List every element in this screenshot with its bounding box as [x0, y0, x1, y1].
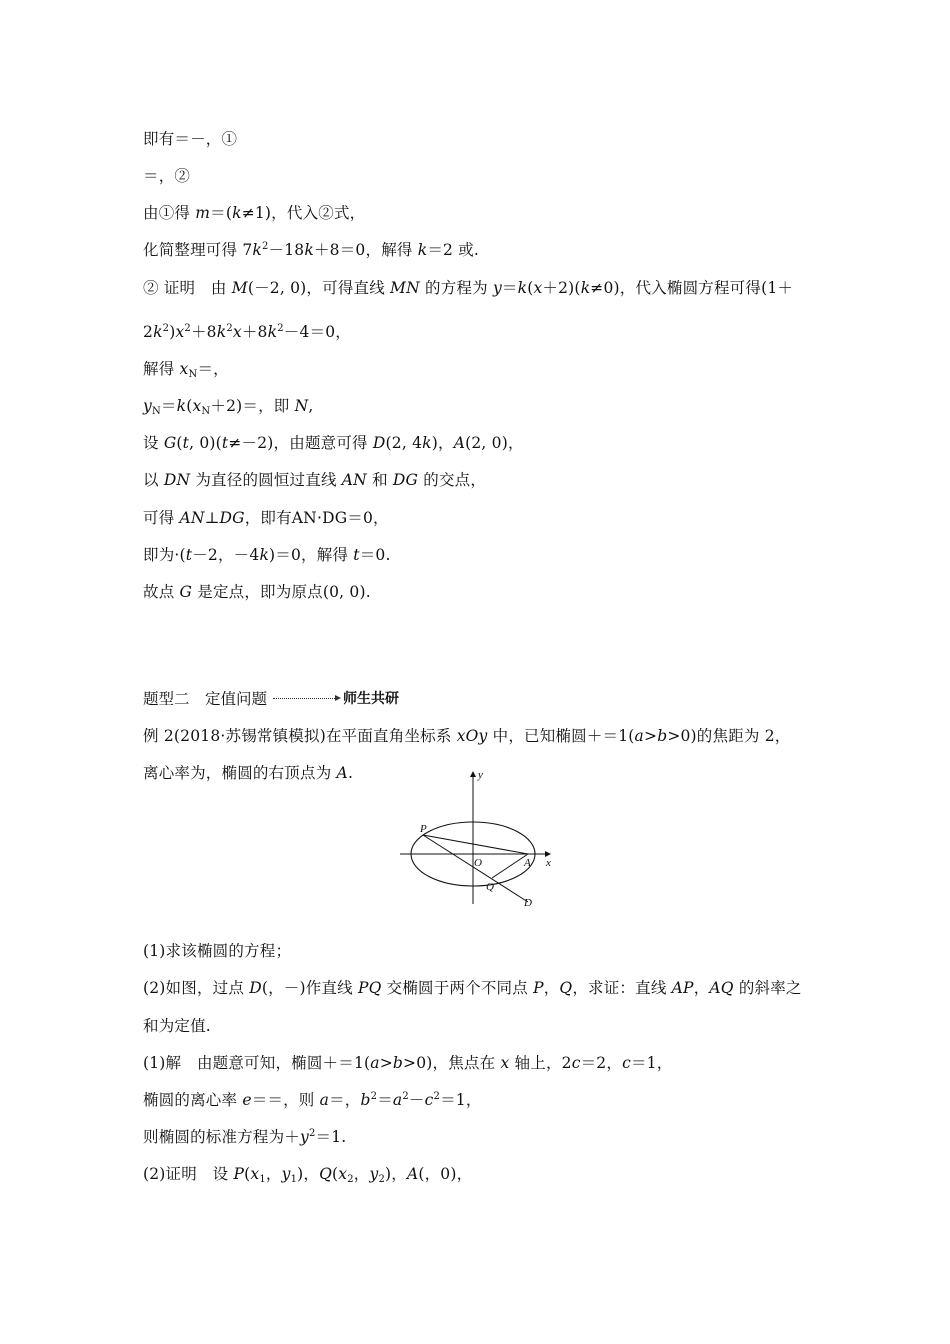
- text-line: [143, 278, 793, 298]
- text-segment: xOy: [456, 727, 488, 745]
- text-segment: a: [319, 1091, 330, 1109]
- text-segment: Q: [559, 979, 573, 997]
- text-segment: k: [304, 241, 314, 259]
- text-segment: G: [163, 434, 177, 452]
- text-segment: 2: [143, 323, 154, 341]
- leader-dots: [273, 698, 335, 699]
- text-segment: k: [216, 323, 227, 341]
- text-segment: －4＝0，: [283, 323, 352, 341]
- text-segment: MN: [390, 279, 420, 297]
- text-segment: ≠1)，代入②式，: [241, 204, 366, 222]
- text-segment: 交椭圆于两个不同点: [381, 979, 534, 997]
- text-line: [143, 941, 291, 961]
- label-o: O: [474, 857, 482, 869]
- text-line: [143, 359, 229, 379]
- text-segment: (: [176, 434, 183, 452]
- text-segment: )，: [297, 1165, 320, 1183]
- text-segment: (: [244, 1165, 251, 1183]
- text-segment: A: [336, 764, 348, 782]
- text-segment: t: [182, 434, 190, 452]
- text-segment: ＝0.: [359, 546, 391, 564]
- text-segment: )，: [385, 1165, 407, 1183]
- section-tag: 师生共研: [343, 691, 400, 707]
- text-segment: 由①得: [143, 204, 196, 222]
- text-segment: ② 证明 由: [143, 279, 232, 297]
- text-segment: ，: [353, 1165, 370, 1183]
- text-segment: PQ: [357, 979, 382, 997]
- text-segment: AN: [179, 509, 205, 527]
- arrow-icon: [335, 695, 341, 701]
- text-segment: D: [249, 979, 262, 997]
- text-line: [143, 129, 237, 149]
- text-segment: 2: [226, 323, 233, 334]
- text-segment: )＝0，解得: [269, 546, 354, 564]
- text-segment: 椭圆的离心率: [143, 1091, 243, 1109]
- text-segment: x: [500, 1054, 510, 1072]
- text-segment: x: [175, 323, 185, 341]
- text-segment: ＝1.: [315, 1128, 347, 1146]
- text-segment: AQ: [709, 979, 734, 997]
- text-segment: 轴上，2: [509, 1054, 572, 1072]
- text-segment: AN: [341, 471, 367, 489]
- text-segment: ＝1，: [440, 1091, 482, 1109]
- text-segment: 是定点，即为原点(0, 0).: [192, 583, 371, 601]
- section-heading: [143, 688, 399, 708]
- text-segment: N: [188, 369, 198, 380]
- text-segment: e: [242, 1091, 252, 1109]
- text-segment: 2: [184, 323, 191, 334]
- text-segment: DG: [219, 509, 245, 527]
- text-segment: 2: [433, 1091, 441, 1102]
- text-segment: M: [231, 279, 248, 297]
- text-segment: N: [151, 406, 161, 417]
- text-segment: a: [370, 1054, 380, 1072]
- text-segment: a: [634, 727, 644, 745]
- text-segment: ＋8＝0，解得: [313, 241, 418, 259]
- text-segment: 和为定值.: [143, 1017, 211, 1035]
- text-segment: >: [644, 727, 658, 745]
- text-segment: >: [379, 1054, 393, 1072]
- text-segment: k: [267, 323, 278, 341]
- text-segment: )，: [431, 434, 454, 452]
- text-line: [143, 1164, 472, 1184]
- text-segment: ＋2)＝，即: [210, 397, 295, 415]
- text-segment: k: [580, 279, 591, 297]
- text-segment: t: [221, 434, 229, 452]
- text-segment: 的交点，: [418, 471, 487, 489]
- text-segment: 1: [290, 1174, 298, 1185]
- text-segment: ＝，: [329, 1091, 361, 1109]
- text-segment: A: [453, 434, 466, 452]
- text-segment: A: [406, 1165, 419, 1183]
- text-segment: t: [185, 546, 193, 564]
- text-segment: k: [417, 241, 428, 259]
- text-segment: (2, 0)，: [465, 434, 524, 452]
- text-line: [143, 470, 486, 490]
- text-segment: 离心率为，椭圆的右顶点为: [143, 764, 337, 782]
- text-segment: (，－)作直线: [261, 979, 358, 997]
- text-segment: ＝2 或.: [427, 241, 480, 259]
- text-segment: 的方程为: [419, 279, 493, 297]
- label-q: Q: [486, 881, 494, 893]
- text-segment: k: [252, 241, 262, 259]
- text-segment: , 0)(: [189, 434, 222, 452]
- text-segment: b: [392, 1054, 404, 1072]
- text-segment: (2)证明 设: [143, 1165, 234, 1183]
- section-title: 题型二 定值问题: [143, 690, 268, 708]
- text-segment: 和: [366, 471, 393, 489]
- text-segment: 2: [402, 1091, 409, 1102]
- text-segment: (1)解 由题意可知，椭圆＋＝1(: [143, 1054, 371, 1072]
- text-segment: (－2, 0)，可得直线: [247, 279, 391, 297]
- text-segment: k: [176, 397, 187, 415]
- text-line: [143, 582, 371, 602]
- text-segment: 2: [347, 1174, 354, 1185]
- label-y: y: [478, 769, 483, 781]
- text-segment: x: [533, 279, 543, 297]
- text-segment: x: [232, 323, 242, 341]
- text-segment: 即有＝－，①: [143, 130, 238, 148]
- text-segment: 则椭圆的标准方程为＋: [143, 1128, 301, 1146]
- text-segment: y: [281, 1165, 291, 1183]
- text-line: [143, 726, 791, 746]
- text-segment: ＋2)(: [542, 279, 581, 297]
- text-segment: －: [408, 1091, 425, 1109]
- text-segment: a: [392, 1091, 403, 1109]
- ellipse-diagram: [398, 768, 558, 908]
- text-segment: ≠－2)，由题意可得: [228, 434, 373, 452]
- text-segment: ，: [265, 1165, 282, 1183]
- label-x: x: [546, 857, 551, 869]
- text-segment: Q: [319, 1165, 332, 1183]
- text-segment: c: [571, 1054, 581, 1072]
- text-segment: (: [186, 397, 193, 415]
- text-line: [143, 203, 365, 223]
- text-segment: 2: [370, 1091, 378, 1102]
- text-segment: 2: [277, 323, 284, 334]
- text-segment: ): [169, 323, 176, 341]
- text-segment: ＝: [501, 279, 518, 297]
- ellipse-figure: [398, 768, 558, 908]
- text-line: [143, 508, 389, 528]
- text-segment: 的斜率之: [733, 979, 802, 997]
- text-segment: 设: [143, 434, 164, 452]
- text-segment: (1)求该椭圆的方程；: [143, 942, 292, 960]
- text-segment: >0)的焦距为 2，: [667, 727, 791, 745]
- text-line: [143, 978, 802, 998]
- text-segment: ≠0)，代入椭圆方程可得(1＋: [590, 279, 794, 297]
- text-segment: 解得: [143, 360, 180, 378]
- text-segment: DG: [392, 471, 419, 489]
- text-segment: G: [179, 583, 193, 601]
- text-segment: k: [232, 204, 242, 222]
- text-line: [143, 763, 353, 783]
- text-segment: ＝(: [210, 204, 233, 222]
- text-segment: ，: [543, 979, 560, 997]
- text-segment: 2: [308, 1128, 316, 1139]
- text-segment: ＝，②: [143, 167, 191, 185]
- text-segment: .: [347, 764, 354, 782]
- text-segment: 故点: [143, 583, 180, 601]
- text-line: [143, 1127, 346, 1147]
- text-segment: y: [369, 1165, 379, 1183]
- text-line: [143, 166, 190, 186]
- text-segment: 为直径的圆恒过直线: [190, 471, 342, 489]
- text-segment: k: [517, 279, 528, 297]
- text-segment: 2: [378, 1174, 385, 1185]
- text-segment: ，: [693, 979, 710, 997]
- text-segment: (2, 4: [385, 434, 423, 452]
- text-segment: c: [424, 1091, 434, 1109]
- text-segment: DN: [163, 471, 191, 489]
- text-segment: 例 2(2018·苏锡常镇模拟)在平面直角坐标系: [143, 727, 457, 745]
- label-a: A: [524, 857, 531, 869]
- text-segment: P: [233, 1165, 245, 1183]
- text-segment: 即为·(: [143, 546, 186, 564]
- text-segment: k: [259, 546, 270, 564]
- text-segment: ,: [308, 397, 314, 415]
- text-segment: 2: [261, 241, 269, 252]
- text-segment: m: [195, 204, 211, 222]
- text-segment: －18: [268, 241, 305, 259]
- text-segment: k: [153, 323, 163, 341]
- text-segment: －2，－4: [192, 546, 260, 564]
- text-segment: 可得: [143, 509, 180, 527]
- text-segment: x: [250, 1165, 260, 1183]
- text-segment: 1: [259, 1174, 266, 1185]
- text-segment: ＝: [377, 1091, 393, 1109]
- text-segment: y: [143, 397, 152, 415]
- text-segment: (: [332, 1165, 339, 1183]
- text-segment: ＝: [160, 397, 177, 415]
- text-segment: x: [179, 360, 189, 378]
- text-segment: (，0)，: [418, 1165, 473, 1183]
- segment-qa: [492, 854, 528, 878]
- text-segment: b: [657, 727, 668, 745]
- text-segment: ，求证：直线: [572, 979, 672, 997]
- text-segment: N: [294, 397, 309, 415]
- text-segment: 中，已知椭圆＋＝1(: [487, 727, 635, 745]
- text-line: [143, 1053, 672, 1073]
- text-segment: ＝1，: [630, 1054, 673, 1072]
- text-segment: (: [527, 279, 534, 297]
- text-segment: AP: [671, 979, 694, 997]
- text-line: [143, 1016, 211, 1036]
- text-segment: 以: [143, 471, 164, 489]
- text-segment: ＝，: [197, 360, 229, 378]
- text-segment: t: [353, 546, 360, 564]
- text-segment: ＝＝，则: [251, 1091, 320, 1109]
- text-segment: D: [372, 434, 386, 452]
- text-segment: 2: [162, 323, 170, 334]
- text-segment: 化简整理可得 7: [143, 241, 253, 259]
- text-segment: y: [492, 279, 502, 297]
- text-line: [143, 322, 351, 342]
- text-segment: ＋8: [241, 323, 268, 341]
- text-segment: N: [201, 406, 211, 417]
- text-segment: (2)如图，过点: [143, 979, 250, 997]
- text-segment: k: [422, 434, 432, 452]
- text-segment: ＋8: [190, 323, 217, 341]
- text-segment: y: [300, 1128, 309, 1146]
- text-segment: ，即有AN·DG＝0，: [244, 509, 389, 527]
- text-segment: P: [533, 979, 544, 997]
- text-segment: >0)，焦点在: [403, 1054, 501, 1072]
- text-segment: b: [360, 1091, 371, 1109]
- text-line: [143, 1090, 482, 1110]
- text-segment: x: [192, 397, 202, 415]
- text-line: [143, 433, 524, 453]
- text-segment: ⊥: [204, 509, 220, 527]
- label-d: D: [524, 897, 532, 908]
- label-p: P: [420, 823, 427, 835]
- text-line: [143, 545, 391, 565]
- text-segment: x: [338, 1165, 348, 1183]
- text-line: [143, 240, 479, 260]
- text-segment: ＝2，: [580, 1054, 623, 1072]
- text-segment: c: [622, 1054, 631, 1072]
- text-line: [143, 396, 314, 416]
